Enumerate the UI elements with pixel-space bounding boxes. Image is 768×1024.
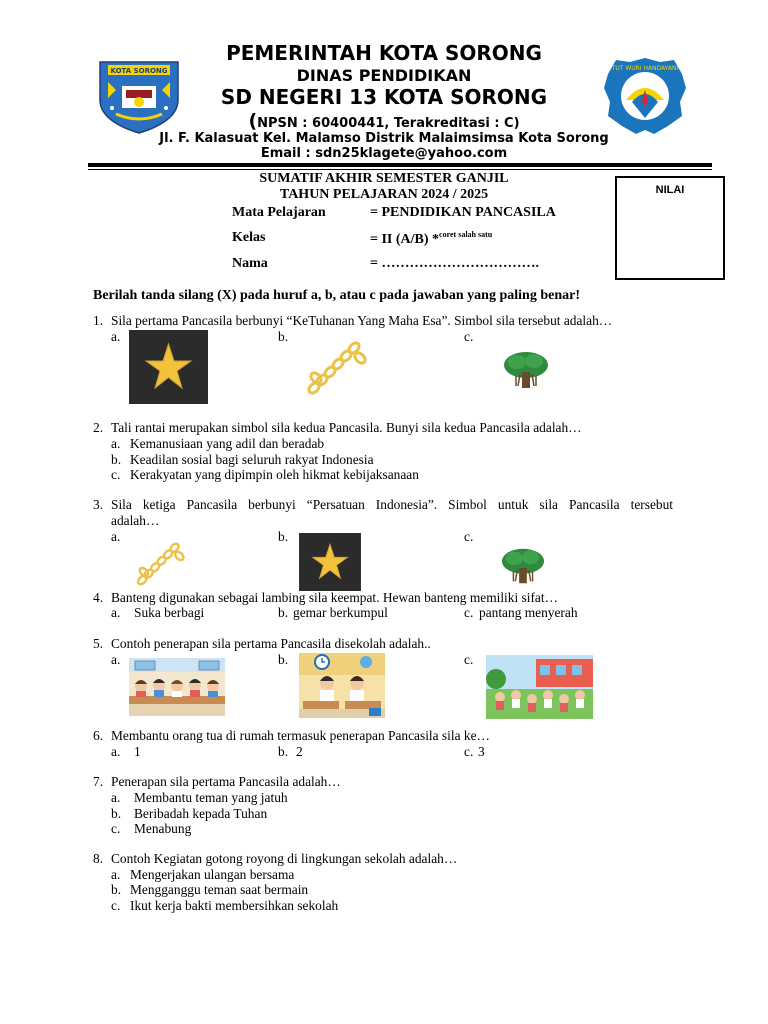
star-symbol-icon[interactable]: [129, 330, 208, 404]
question-7-option-a-letter[interactable]: a.: [111, 790, 121, 805]
classroom-illustration[interactable]: [129, 658, 225, 716]
question-6-number: 6.: [93, 728, 104, 743]
svg-text:TUT WURI HANDAYANI: TUT WURI HANDAYANI: [611, 65, 679, 72]
letterhead-rule-thick: [88, 163, 712, 167]
question-4-number: 4.: [93, 590, 104, 605]
question-8-option-b[interactable]: Mengganggu teman saat bermain: [130, 882, 309, 897]
question-4-text: Banteng digunakan sebagai lambing sila keempat. Hewan banteng memiliki sifat…: [111, 590, 558, 605]
question-4-option-a-letter[interactable]: a.: [111, 605, 121, 620]
question-2-option-a[interactable]: Kemanusiaan yang adil dan beradab: [130, 436, 325, 451]
class-label: Kelas: [232, 230, 266, 245]
playground-illustration[interactable]: [486, 655, 593, 719]
svg-text:KOTA SORONG: KOTA SORONG: [110, 67, 168, 75]
question-7-option-c-letter[interactable]: c.: [111, 821, 121, 836]
question-5-option-b[interactable]: b.: [278, 652, 289, 667]
question-8-option-a-letter[interactable]: a.: [111, 867, 121, 882]
chain-symbol-icon[interactable]: [135, 538, 185, 590]
class-value-text: = II (A/B) *: [370, 232, 440, 247]
question-4-option-b-letter[interactable]: b.: [278, 605, 289, 620]
name-label: Nama: [232, 256, 268, 271]
banyan-tree-icon[interactable]: [502, 350, 550, 390]
question-8-option-c-letter[interactable]: c.: [111, 898, 121, 913]
npsn-accreditation: [0, 110, 768, 132]
question-4-option-c-letter[interactable]: c.: [464, 605, 474, 620]
letterhead: [0, 0, 768, 168]
question-8-option-b-letter[interactable]: b.: [111, 882, 122, 897]
government-name: PEMERINTAH KOTA SORONG: [226, 41, 542, 65]
question-6-option-a-letter[interactable]: a.: [111, 744, 121, 759]
question-3-number: 3.: [93, 497, 104, 512]
question-1-option-b[interactable]: b.: [278, 329, 289, 344]
question-2-option-a-letter[interactable]: a.: [111, 436, 121, 451]
question-1-option-a[interactable]: a.: [111, 329, 121, 344]
instruction: Berilah tanda silang (X) pada huruf a, b, atau c pada jawaban yang paling benar!: [93, 288, 580, 303]
question-1-text: Sila pertama Pancasila berbunyi “KeTuhanan Yang Maha Esa”. Simbol sila tersebut adalah…: [111, 313, 613, 328]
exam-year: TAHUN PELAJARAN 2024 / 2025: [279, 187, 489, 202]
exam-title: SUMATIF AKHIR SEMESTER GANJIL: [259, 171, 509, 186]
question-5-number: 5.: [93, 636, 104, 651]
question-6-option-b[interactable]: 2: [296, 744, 303, 759]
question-3-text-continued: adalah…: [111, 513, 160, 528]
question-2-text: Tali rantai merupakan simbol sila kedua Pancasila. Bunyi sila kedua Pancasila adalah…: [111, 420, 582, 435]
question-1-option-c[interactable]: c.: [464, 329, 474, 344]
question-6-option-b-letter[interactable]: b.: [278, 744, 289, 759]
name-field[interactable]: = …………………………….: [370, 256, 539, 271]
question-4-option-b[interactable]: gemar berkumpul: [293, 605, 388, 620]
question-3-text: Sila ketiga Pancasila berbunyi “Persatuan Indonesia”. Simbol untuk sila Pancasila tersebut: [111, 497, 673, 512]
question-7-option-a[interactable]: Membantu teman yang jatuh: [134, 790, 288, 805]
class-note: coret salah satu: [439, 230, 493, 239]
question-2-option-b-letter[interactable]: b.: [111, 452, 122, 467]
students-praying-illustration[interactable]: [299, 653, 385, 718]
question-3-option-a[interactable]: a.: [111, 529, 121, 544]
question-1-number: 1.: [93, 313, 104, 328]
question-8-option-a[interactable]: Mengerjakan ulangan bersama: [130, 867, 295, 882]
subject-value: = PENDIDIKAN PANCASILA: [370, 205, 556, 220]
open-parenthesis: (: [248, 110, 258, 132]
letterhead-rule-thin: [88, 169, 712, 170]
question-8-text: Contoh Kegiatan gotong royong di lingkungan sekolah adalah…: [111, 851, 458, 866]
question-6-option-c-letter[interactable]: c.: [464, 744, 474, 759]
question-3-option-c[interactable]: c.: [464, 529, 474, 544]
question-6-text: Membantu orang tua di rumah termasuk penerapan Pancasila sila ke…: [111, 728, 490, 743]
school-name: SD NEGERI 13 KOTA SORONG: [220, 85, 548, 109]
npsn-text: NPSN : 60400441, Terakreditasi : C): [257, 116, 520, 131]
question-6-option-c[interactable]: 3: [478, 744, 485, 759]
question-2-option-b[interactable]: Keadilan sosial bagi seluruh rakyat Indonesia: [130, 452, 374, 467]
question-7-option-c[interactable]: Menabung: [134, 821, 192, 836]
question-3-option-b[interactable]: b.: [278, 529, 289, 544]
question-4-option-c[interactable]: pantang menyerah: [479, 605, 578, 620]
question-7-option-b[interactable]: Beribadah kepada Tuhan: [134, 806, 268, 821]
question-5-text: Contoh penerapan sila pertama Pancasila disekolah adalah..: [111, 636, 431, 651]
question-7-option-b-letter[interactable]: b.: [111, 806, 122, 821]
question-5-option-a[interactable]: a.: [111, 652, 121, 667]
school-email: Email : sdn25klagete@yahoo.com: [260, 146, 508, 161]
question-7-number: 7.: [93, 774, 104, 789]
subject-label: Mata Pelajaran: [232, 205, 326, 220]
school-address: Jl. F. Kalasuat Kel. Malamso Distrik Malaimsimsa Kota Sorong: [159, 131, 609, 146]
score-label: NILAI: [655, 184, 685, 196]
question-4-option-a[interactable]: Suka berbagi: [134, 605, 205, 620]
question-2-option-c-letter[interactable]: c.: [111, 467, 121, 482]
star-symbol-icon[interactable]: [299, 533, 361, 591]
question-8-option-c[interactable]: Ikut kerja bakti membersihkan sekolah: [130, 898, 339, 913]
question-6-option-a[interactable]: 1: [134, 744, 141, 759]
question-2-number: 2.: [93, 420, 104, 435]
question-7-text: Penerapan sila pertama Pancasila adalah…: [111, 774, 341, 789]
banyan-tree-icon[interactable]: [500, 546, 546, 586]
question-5-option-c[interactable]: c.: [464, 652, 474, 667]
question-8-number: 8.: [93, 851, 104, 866]
score-box[interactable]: [615, 176, 725, 280]
class-value: [370, 230, 492, 248]
chain-symbol-icon[interactable]: [305, 338, 367, 398]
department-name: DINAS PENDIDIKAN: [296, 66, 472, 85]
question-2-option-c[interactable]: Kerakyatan yang dipimpin oleh hikmat kebijaksanaan: [130, 467, 419, 482]
